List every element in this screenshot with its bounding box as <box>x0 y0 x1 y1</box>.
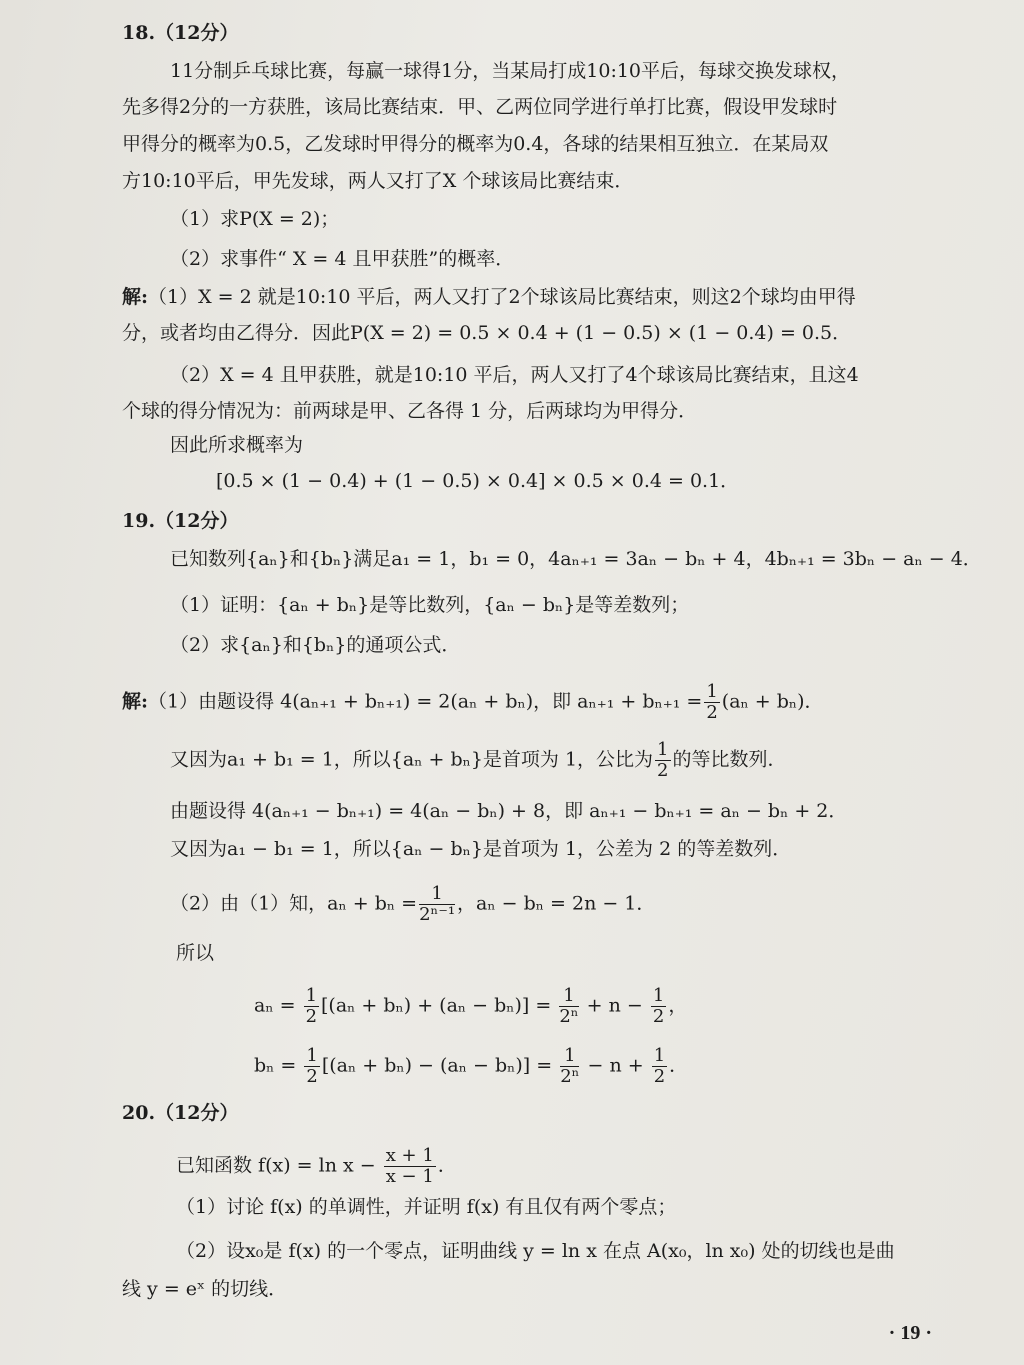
solution-label: 解: <box>122 690 149 713</box>
q18-part1: （1）求P(X = 2)； <box>170 208 340 230</box>
fraction-denominator: 2 <box>652 1006 665 1027</box>
solution-label: 解: <box>122 286 149 308</box>
fraction-numerator: 1 <box>305 985 318 1006</box>
q20-function-lhs: 已知函数 f(x) = ln x − <box>176 1154 376 1177</box>
fraction <box>655 740 670 781</box>
fraction-denominator: 2ⁿ <box>559 1006 579 1027</box>
q19-text-line1: 已知数列{aₙ}和{bₙ}满足a₁ = 1，b₁ = 0，4aₙ₊₁ = 3aₙ − bₙ + 4，4bₙ₊₁ = 3bₙ − aₙ − 4． <box>170 548 982 570</box>
q20-part2-line1: （2）设x₀是 f(x) 的一个零点，证明曲线 y = ln x 在点 A(x₀，ln x₀) 处的切线也是曲 <box>176 1240 895 1262</box>
q19-solution-line5 <box>170 884 655 925</box>
q19-sol2-pre: 又因为a₁ + b₁ = 1，所以{aₙ + bₙ}是首项为 1，公比为 <box>170 748 654 771</box>
q19-solution-line3: 由题设得 4(aₙ₊₁ − bₙ₊₁) = 4(aₙ − bₙ) + 8，即 aₙ₊₁ − bₙ₊₁ = aₙ − bₙ + 2． <box>170 800 848 822</box>
fraction-denominator: 2 <box>706 702 718 723</box>
q19-sol2-post: 的等比数列． <box>672 748 787 771</box>
q18-part2: （2）求事件“ X = 4 且甲获胜”的概率． <box>170 248 515 270</box>
q18-solution-line1 <box>122 284 856 310</box>
q18-text-line2: 先多得2分的一方获胜，该局比赛结束．甲、乙两位同学进行单打比赛，假设甲发球时 <box>122 96 838 118</box>
formula-b-middle: [(aₙ + bₙ) − (aₙ − bₙ)] = <box>321 1054 553 1077</box>
q18-solution-part2-line2: 个球的得分情况为：前两球是甲、乙各得 1 分，后两球均为甲得分． <box>122 400 698 422</box>
q19-sol5-pre: （2）由（1）知，aₙ + bₙ = <box>170 892 418 915</box>
fraction <box>304 986 319 1027</box>
q20-text-line1 <box>176 1146 457 1187</box>
formula-a-lhs: aₙ = <box>254 994 296 1017</box>
formula-b-lhs: bₙ = <box>254 1054 297 1077</box>
fraction <box>651 986 666 1027</box>
q19-sol1-pre: （1）由题设得 4(aₙ₊₁ + bₙ₊₁) = 2(aₙ + bₙ)，即 aₙ₊₁ + bₙ₊₁ = <box>148 690 703 713</box>
fraction-numerator: 1 <box>652 985 665 1006</box>
q18-solution-line2: 分，或者均由乙得分．因此P(X = 2) = 0.5 × 0.4 + (1 − 0.5) × (1 − 0.4) = 0.5． <box>122 322 852 344</box>
fraction <box>704 682 719 723</box>
q19-solution-line4: 又因为a₁ − b₁ = 1，所以{aₙ − bₙ}是首项为 1，公差为 2 的等差数列． <box>170 838 792 860</box>
fraction-denominator: 2 <box>306 1066 318 1087</box>
q18-header: 18.（12分） <box>122 22 239 44</box>
fraction <box>304 1046 319 1087</box>
q18-text-line1: 11分制乒乓球比赛，每赢一球得1分，当某局打成10:10平后，每球交换发球权， <box>170 60 851 82</box>
fraction-numerator: 1 <box>657 739 669 760</box>
fraction-numerator: x + 1 <box>385 1145 434 1166</box>
q20-header: 20.（12分） <box>122 1102 239 1124</box>
fraction-denominator: 2ⁿ⁻¹ <box>419 904 456 925</box>
fraction-denominator: 2 <box>653 1066 666 1087</box>
fraction-numerator: 1 <box>706 681 718 702</box>
q19-formula-b <box>254 1046 688 1087</box>
q19-part2: （2）求{aₙ}和{bₙ}的通项公式． <box>170 634 461 656</box>
fraction-denominator: 2ⁿ <box>560 1066 580 1087</box>
q19-sol1-post: (aₙ + bₙ)． <box>721 690 824 713</box>
fraction-denominator: x − 1 <box>385 1166 434 1187</box>
q19-header: 19.（12分） <box>122 510 239 532</box>
fraction <box>559 986 578 1027</box>
q18-sol1-text: （1）X = 2 就是10:10 平后，两人又打了2个球该局比赛结束，则这2个球均由甲得 <box>148 286 856 308</box>
q19-sol5-post: ，aₙ − bₙ = 2n − 1． <box>457 892 656 915</box>
fraction <box>652 1046 667 1087</box>
formula-a-middle: [(aₙ + bₙ) + (aₙ − bₙ)] = <box>321 994 552 1017</box>
q18-solution-part2-line1: （2）X = 4 且甲获胜，就是10:10 平后，两人又打了4个球该局比赛结束，且这4 <box>170 364 859 386</box>
formula-a-end: ， <box>668 994 688 1017</box>
q20-part2-line2: 线 y = eˣ 的切线． <box>122 1278 288 1300</box>
fraction-numerator: 1 <box>560 1046 579 1067</box>
q18-solution-part2-line3: 因此所求概率为 <box>170 434 304 456</box>
fraction-denominator: 2 <box>305 1006 318 1027</box>
q20-part1: （1）讨论 f(x) 的单调性，并证明 f(x) 有且仅有两个零点； <box>176 1196 677 1218</box>
formula-b-middle2: − n + <box>587 1054 644 1077</box>
fraction <box>384 1146 436 1187</box>
fraction-numerator: 1 <box>653 1045 666 1066</box>
q19-solution-line2 <box>170 740 787 781</box>
fraction-numerator: 1 <box>306 1045 318 1066</box>
q20-function-end: ． <box>437 1154 457 1177</box>
formula-b-end: ． <box>669 1054 689 1077</box>
fraction-numerator: 1 <box>419 884 455 905</box>
q19-solution-line6: 所以 <box>176 942 215 964</box>
q18-solution-formula: [0.5 × (1 − 0.4) + (1 − 0.5) × 0.4] × 0.5 × 0.4 = 0.1． <box>216 470 740 492</box>
fraction <box>419 884 455 925</box>
page-number: · 19 · <box>888 1322 932 1344</box>
q19-solution-line1 <box>122 682 824 723</box>
fraction-denominator: 2 <box>657 760 669 781</box>
q18-text-line3: 甲得分的概率为0.5，乙发球时甲得分的概率为0.4，各球的结果相互独立．在某局双 <box>122 133 829 155</box>
q18-text-line4: 方10:10平后，甲先发球，两人又打了X 个球该局比赛结束． <box>122 170 634 192</box>
fraction-numerator: 1 <box>559 986 578 1007</box>
q19-part1: （1）证明：{aₙ + bₙ}是等比数列，{aₙ − bₙ}是等差数列； <box>170 594 690 616</box>
q19-formula-a <box>254 986 687 1027</box>
fraction <box>560 1046 579 1087</box>
formula-a-middle2: + n − <box>586 994 643 1017</box>
